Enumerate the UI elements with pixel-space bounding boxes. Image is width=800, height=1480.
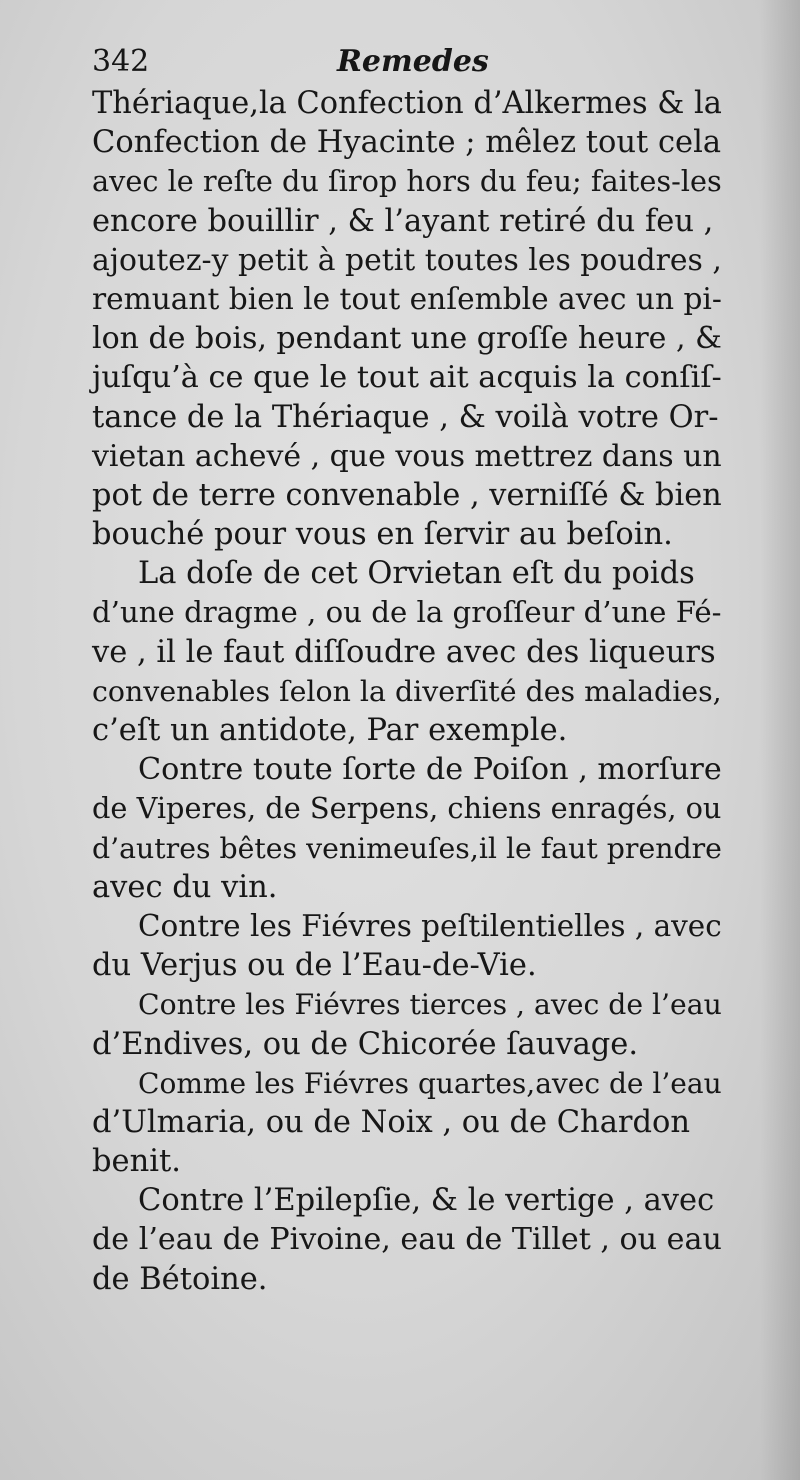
text-line: d’autres bêtes venimeuſes,il le faut prendre — [92, 831, 722, 865]
text-line: de l’eau de Pivoine, eau de Tillet , ou eau — [92, 1222, 722, 1258]
text-line: Confection de Hyacinte ; mêlez tout cela — [92, 125, 722, 161]
text-line: Thériaque,la Confection d’Alkermes & la — [92, 86, 722, 121]
text-line: Comme les Fiévres quartes,avec de l’eau — [138, 1066, 722, 1100]
text-line: Contre l’Epilepſie, & le vertige , avec — [138, 1183, 715, 1219]
text-line: Contre les Fiévres peſtilentielles , avec — [138, 908, 722, 943]
page-shadow — [760, 0, 800, 1480]
text-line: Contre les Fiévres tierces , avec de l’eau — [138, 988, 722, 1022]
text-line: d’Endives, ou de Chicorée ſauvage. — [92, 1026, 639, 1062]
text-line: c’eſt un antidote, Par exemple. — [92, 713, 568, 748]
text-line: convenables ſelon la diverſité des maladies, — [92, 674, 722, 708]
text-line: d’Ulmaria, ou de Noix , ou de Chardon — [92, 1104, 690, 1140]
text-line: benit. — [92, 1144, 181, 1180]
text-line: de Viperes, de Serpens, chiens enragés, ou — [92, 791, 722, 826]
text-line: juſqu’à ce que le tout ait acquis la conſiſ- — [92, 360, 722, 396]
text-line: d’une dragme , ou de la groſſeur d’une Fé- — [92, 595, 722, 630]
text-line: de Bétoine. — [92, 1261, 268, 1297]
text-line: vietan achevé , que vous mettrez dans un — [92, 438, 722, 474]
text-line: encore bouillir , & l’ayant retiré du feu , — [92, 203, 714, 239]
text-line: avec du vin. — [92, 869, 278, 905]
text-line: Contre toute ſorte de Poiſon , morſure — [138, 752, 722, 788]
text-line: remuant bien le tout enſemble avec un pi- — [92, 281, 722, 316]
text-line: pot de terre convenable , verniſſé & bien — [92, 477, 722, 513]
text-line: bouché pour vous en ſervir au beſoin. — [92, 517, 673, 553]
page-number: 342 — [92, 44, 150, 79]
text-line: avec le reſte du ſirop hors du feu; faites-les — [92, 164, 722, 199]
text-line: tance de la Thériaque , & voilà votre Or- — [92, 399, 719, 435]
text-line: du Verjus ou de l’Eau-de-Vie. — [92, 948, 537, 984]
running-head: Remedes — [337, 44, 489, 79]
text-line: ve , il le faut diſſoudre avec des liqueurs — [92, 634, 716, 670]
body-text — [92, 84, 732, 1299]
text-line: lon de bois, pendant une groſſe heure , & — [92, 321, 722, 357]
text-line: ajoutez-y petit à petit toutes les poudres , — [92, 242, 722, 278]
text-line: La doſe de cet Orvietan eſt du poids — [138, 556, 695, 592]
